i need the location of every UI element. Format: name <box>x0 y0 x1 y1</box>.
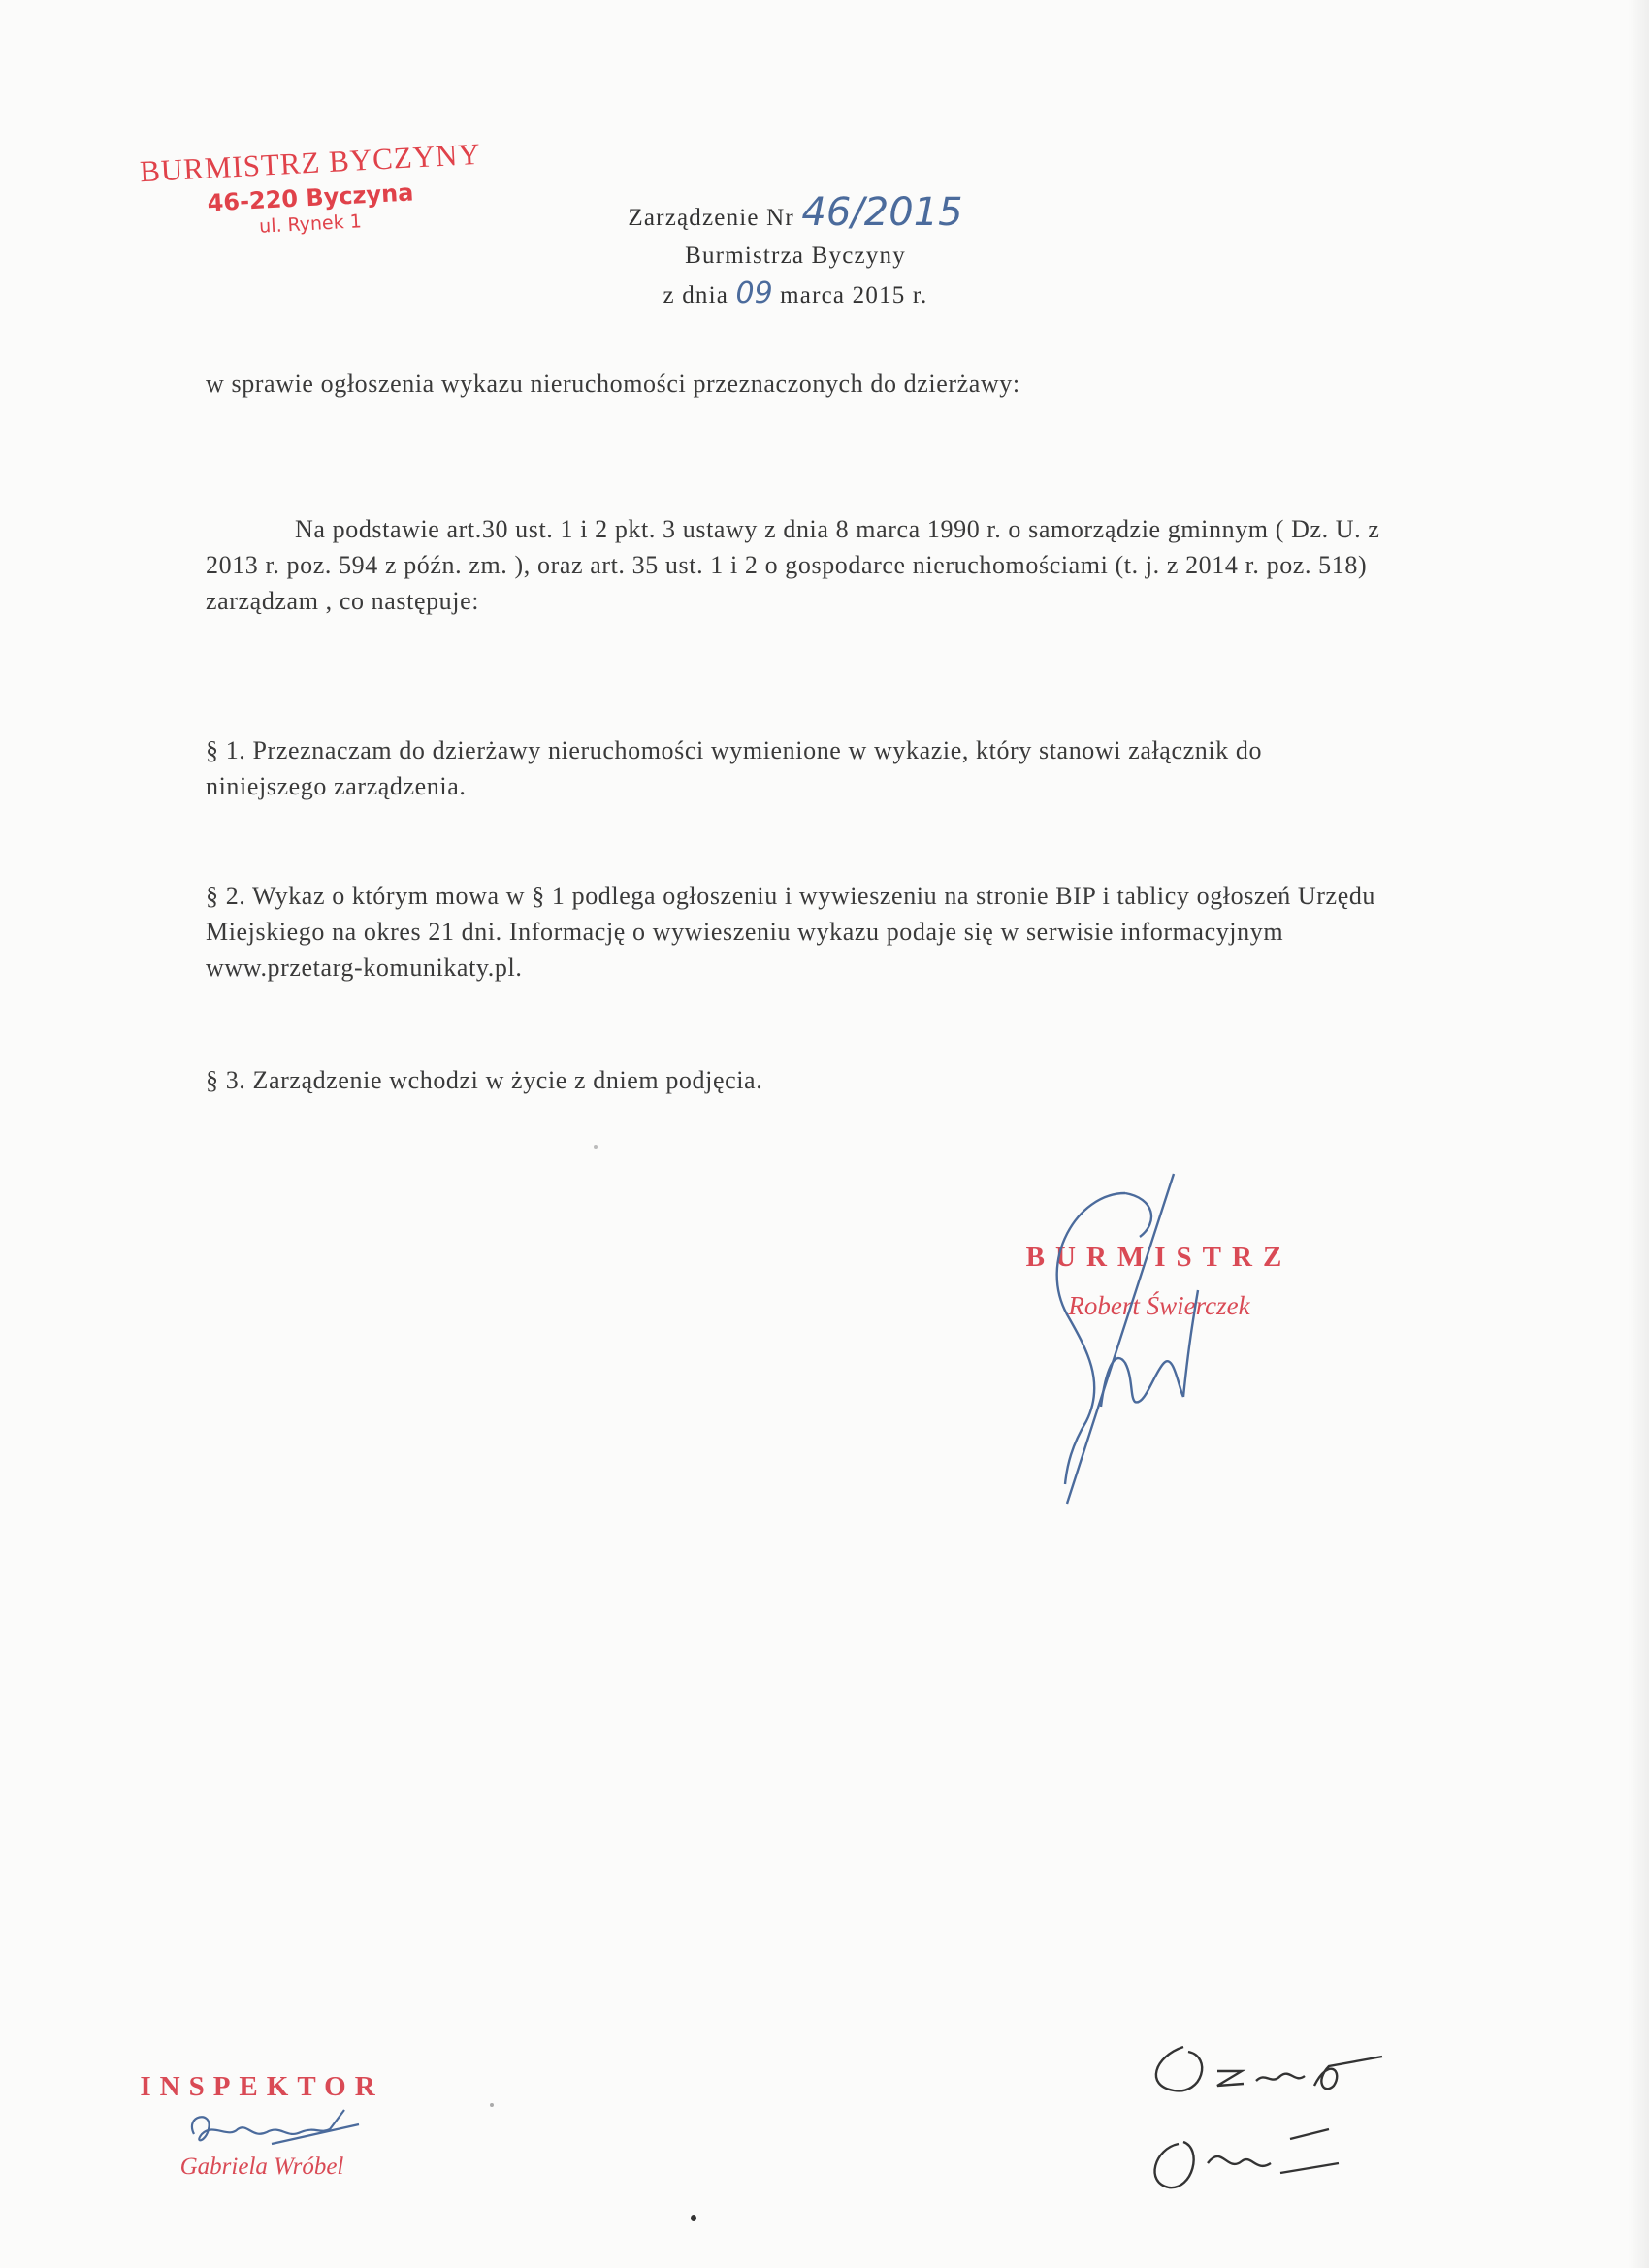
initials-signature <box>1135 2027 1387 2202</box>
document-title <box>543 190 1048 314</box>
scan-speck <box>490 2103 494 2107</box>
scan-edge-shadow <box>1628 0 1649 2268</box>
scan-speck <box>691 2215 696 2221</box>
inspector-signature <box>175 2105 369 2154</box>
handwritten-number: 46/2015 <box>801 190 963 235</box>
date-prefix: z dnia <box>663 282 729 308</box>
mayor-name: Robert Świerczek <box>1068 1291 1250 1320</box>
title-line2: Burmistrza Byczyny <box>685 243 906 269</box>
header-stamp-line1: BURMISTRZ BYCZYNY <box>139 136 482 189</box>
scan-speck <box>594 1145 598 1149</box>
paragraph-2: § 2. Wykaz o którym mowa w § 1 podlega ogłoszeniu i wywieszeniu na stronie BIP i tablicy ogłoszeń Urzędu Miejskiego na okres 21 dni. Informację o wywieszeniu wykazu podaje się w serwisie informacyjnym www.przetarg-komunikaty.pl. <box>206 882 1376 982</box>
paragraph-1: § 1. Przeznaczam do dzierżawy nieruchomości wymienione w wykazie, który stanowi załącznik do niniejszego zarządzenia. <box>206 736 1263 800</box>
legal-basis: Na podstawie art.30 ust. 1 i 2 pkt. 3 ustawy z dnia 8 marca 1990 r. o samorządzie gminnym ( Dz. U. z 2013 r. poz. 594 z późn. zm. ), oraz art. 35 ust. 1 i 2 o gospodarce nieruchomościami (t. j. z 2014 r. poz. 518) zarządzam , co następuje: <box>206 515 1380 615</box>
header-stamp-line3: ul. Rynek 1 <box>258 211 363 238</box>
subject-line: w sprawie ogłoszenia wykazu nieruchomości przeznaczonych do dzierżawy: <box>206 370 1020 398</box>
header-stamp-line2: 46-220 Byczyna <box>206 178 415 217</box>
inspector-role: INSPEKTOR <box>140 2071 384 2102</box>
header-stamp <box>116 136 504 238</box>
title-line1 <box>543 190 1048 237</box>
title-line3 <box>543 275 1048 314</box>
title-prefix: Zarządzenie Nr <box>628 205 794 231</box>
handwritten-day: 09 <box>735 276 773 310</box>
paragraph-3: § 3. Zarządzenie wchodzi w życie z dniem podjęcia. <box>206 1066 763 1094</box>
date-suffix: marca 2015 r. <box>780 282 928 308</box>
mayor-role: BURMISTRZ <box>1025 1242 1293 1273</box>
inspector-name: Gabriela Wróbel <box>179 2154 344 2180</box>
mayor-signature <box>1009 1154 1261 1504</box>
